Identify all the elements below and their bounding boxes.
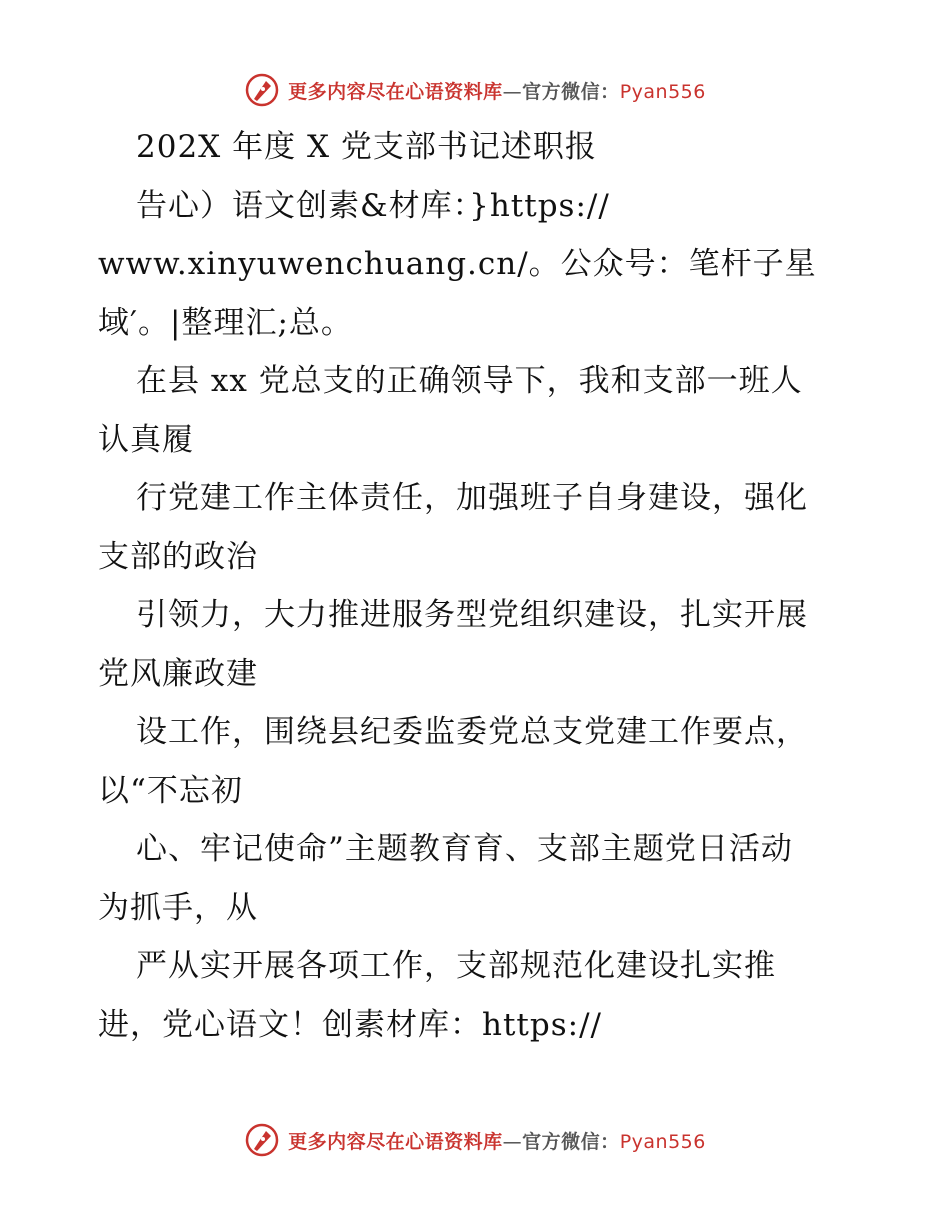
document-line: 行党建工作主体责任，加强班子自身建设，强化 bbox=[136, 480, 808, 516]
header-watermark bbox=[0, 70, 950, 110]
document-line: 进，党心语文！创素材库：https:// bbox=[98, 1006, 602, 1043]
document-line: 党风廉政建 bbox=[98, 655, 258, 692]
document-line: 严从实开展各项工作，支部规范化建设扎实推 bbox=[136, 948, 776, 984]
document-line: 在县 xx 党总支的正确领导下，我和支部一班人 bbox=[136, 363, 803, 399]
document-line: 为抓手，从 bbox=[98, 889, 258, 926]
watermark-prefix: 更多内容尽在心语资料库 bbox=[288, 1130, 503, 1153]
document-line: www.xinyuwenchuang.cn/。公众号：笔杆子星 bbox=[98, 246, 817, 282]
watermark-label: 官方微信： bbox=[522, 80, 620, 103]
document-line: 告心）语文创素&材库：}https:// bbox=[136, 187, 610, 224]
watermark-text bbox=[288, 77, 706, 104]
document-line: 以“不忘初 bbox=[98, 772, 243, 809]
document-line: 认真履 bbox=[98, 421, 194, 458]
watermark-text bbox=[288, 1127, 706, 1154]
document-body bbox=[98, 118, 868, 1054]
watermark-separator: — bbox=[502, 1130, 523, 1153]
watermark-id: Pyan556 bbox=[619, 1130, 706, 1153]
document-line: 支部的政治 bbox=[98, 538, 258, 575]
document-line: 引领力，大力推进服务型党组织建设，扎实开展 bbox=[136, 597, 808, 633]
watermark-id: Pyan556 bbox=[619, 80, 706, 103]
document-line: 心、牢记使命”主题教育育、支部主题党日活动 bbox=[136, 831, 793, 867]
footer-watermark bbox=[0, 1120, 950, 1160]
pen-nib-logo-icon bbox=[244, 72, 280, 108]
watermark-separator: — bbox=[502, 80, 523, 103]
pen-nib-logo-icon bbox=[244, 1122, 280, 1158]
watermark-prefix: 更多内容尽在心语资料库 bbox=[288, 80, 503, 103]
document-line: 202X 年度 X 党支部书记述职报 bbox=[136, 129, 597, 165]
document-line: 设工作，围绕县纪委监委党总支党建工作要点， bbox=[136, 714, 808, 750]
document-line: 域′。|整理汇;总。 bbox=[98, 304, 353, 341]
watermark-label: 官方微信： bbox=[522, 1130, 620, 1153]
